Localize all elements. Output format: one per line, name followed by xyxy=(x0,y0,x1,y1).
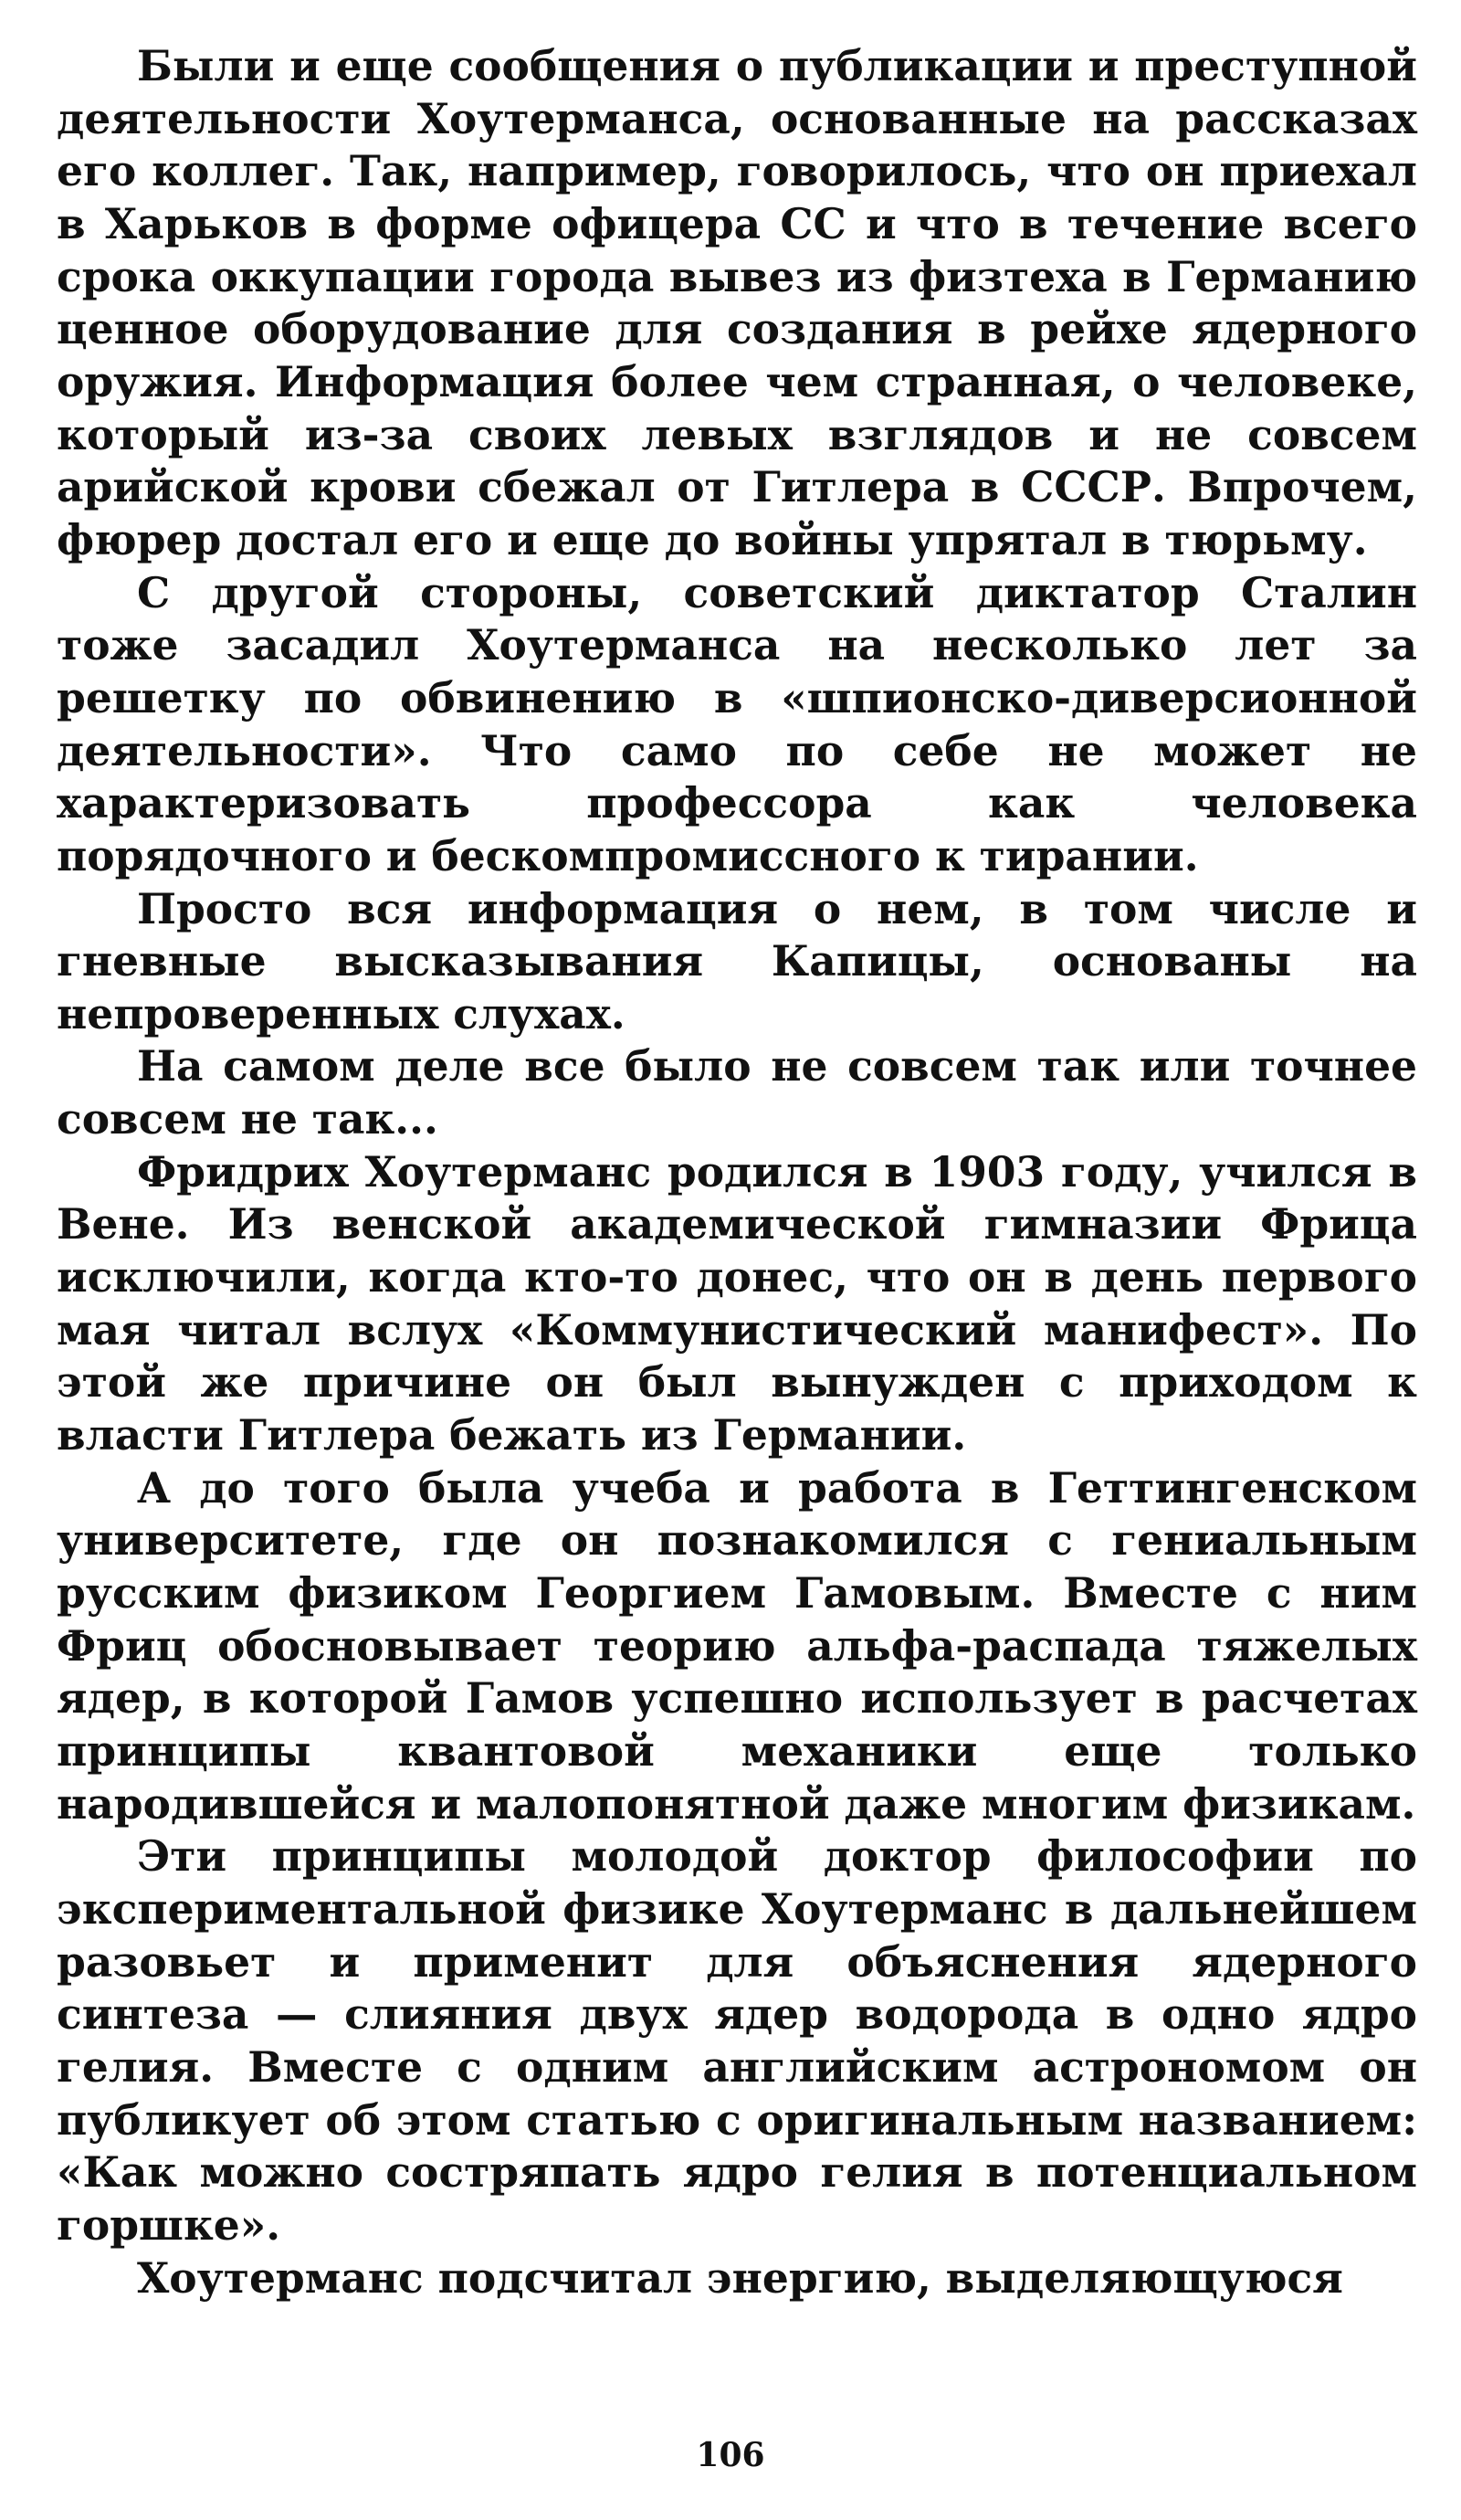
paragraph-4: На самом деле все было не совсем так или точнее совсем не так... xyxy=(57,1041,1417,1144)
page-number: 106 xyxy=(696,2436,765,2474)
paragraph-5: Фридрих Хоутерманс родился в 1903 году, учился в Вене. Из венской академической гимназии Фрица исключили, когда кто-то донес, что он в день первого мая читал вслух «Коммунистический манифест». По этой же причине он был вынужден с приходом к власти Гитлера бежать из Германии. xyxy=(57,1146,1417,1460)
paragraph-6: А до того была учеба и работа в Геттингенском университете, где он познакомился с гениальным русским физиком Георгием Гамовым. Вместе с ним Фриц обосновывает теорию альфа-распада тяжелых ядер, в которой Гамов успешно использует в расчетах принципы квантовой механики еще только народившейся и малопонятной даже многим физикам. xyxy=(57,1462,1417,1829)
paragraph-8: Хоутерманс подсчитал энергию, выделяющуюся xyxy=(137,2252,1343,2303)
paragraph-7: Эти принципы молодой доктор философии по экспериментальной физике Хоутерманс в дальнейшем разовьет и применит для объяснения ядерного синтеза — слияния двух ядер водорода в одно ядро гелия. Вместе с одним английским астрономом он публикует об этом статью с оригинальным названием: «Как можно состряпать ядро гелия в потенциальном горшке». xyxy=(57,1831,1417,2250)
paragraph-1: Были и еще сообщения о публикации и преступной деятельности Хоутерманса, основанные на рассказах его коллег. Так, например, говорилось, что он приехал в Харьков в форме офицера СС и что в течение всего срока оккупации города вывез из физтеха в Германию ценное оборудование для создания в рейхе ядерного оружия. Информация более чем странная, о человеке, который из-за своих левых взглядов и не совсем арийской крови сбежал от Гитлера в СССР. Впрочем, фюрер достал его и еще до войны упрятал в тюрьму. xyxy=(57,41,1417,564)
paragraph-3: Просто вся информация о нем, в том числе и гневные высказывания Капицы, основаны на непроверенных слухах. xyxy=(57,883,1417,1039)
body-text xyxy=(57,40,1417,2304)
paragraph-2: С другой стороны, советский диктатор Сталин тоже засадил Хоутерманса на несколько лет за решетку по обвинению в «шпионско-диверсионной деятельности». Что само по себе не может не характеризовать профессора как человека порядочного и бескомпромиссного к тирании. xyxy=(57,567,1417,880)
